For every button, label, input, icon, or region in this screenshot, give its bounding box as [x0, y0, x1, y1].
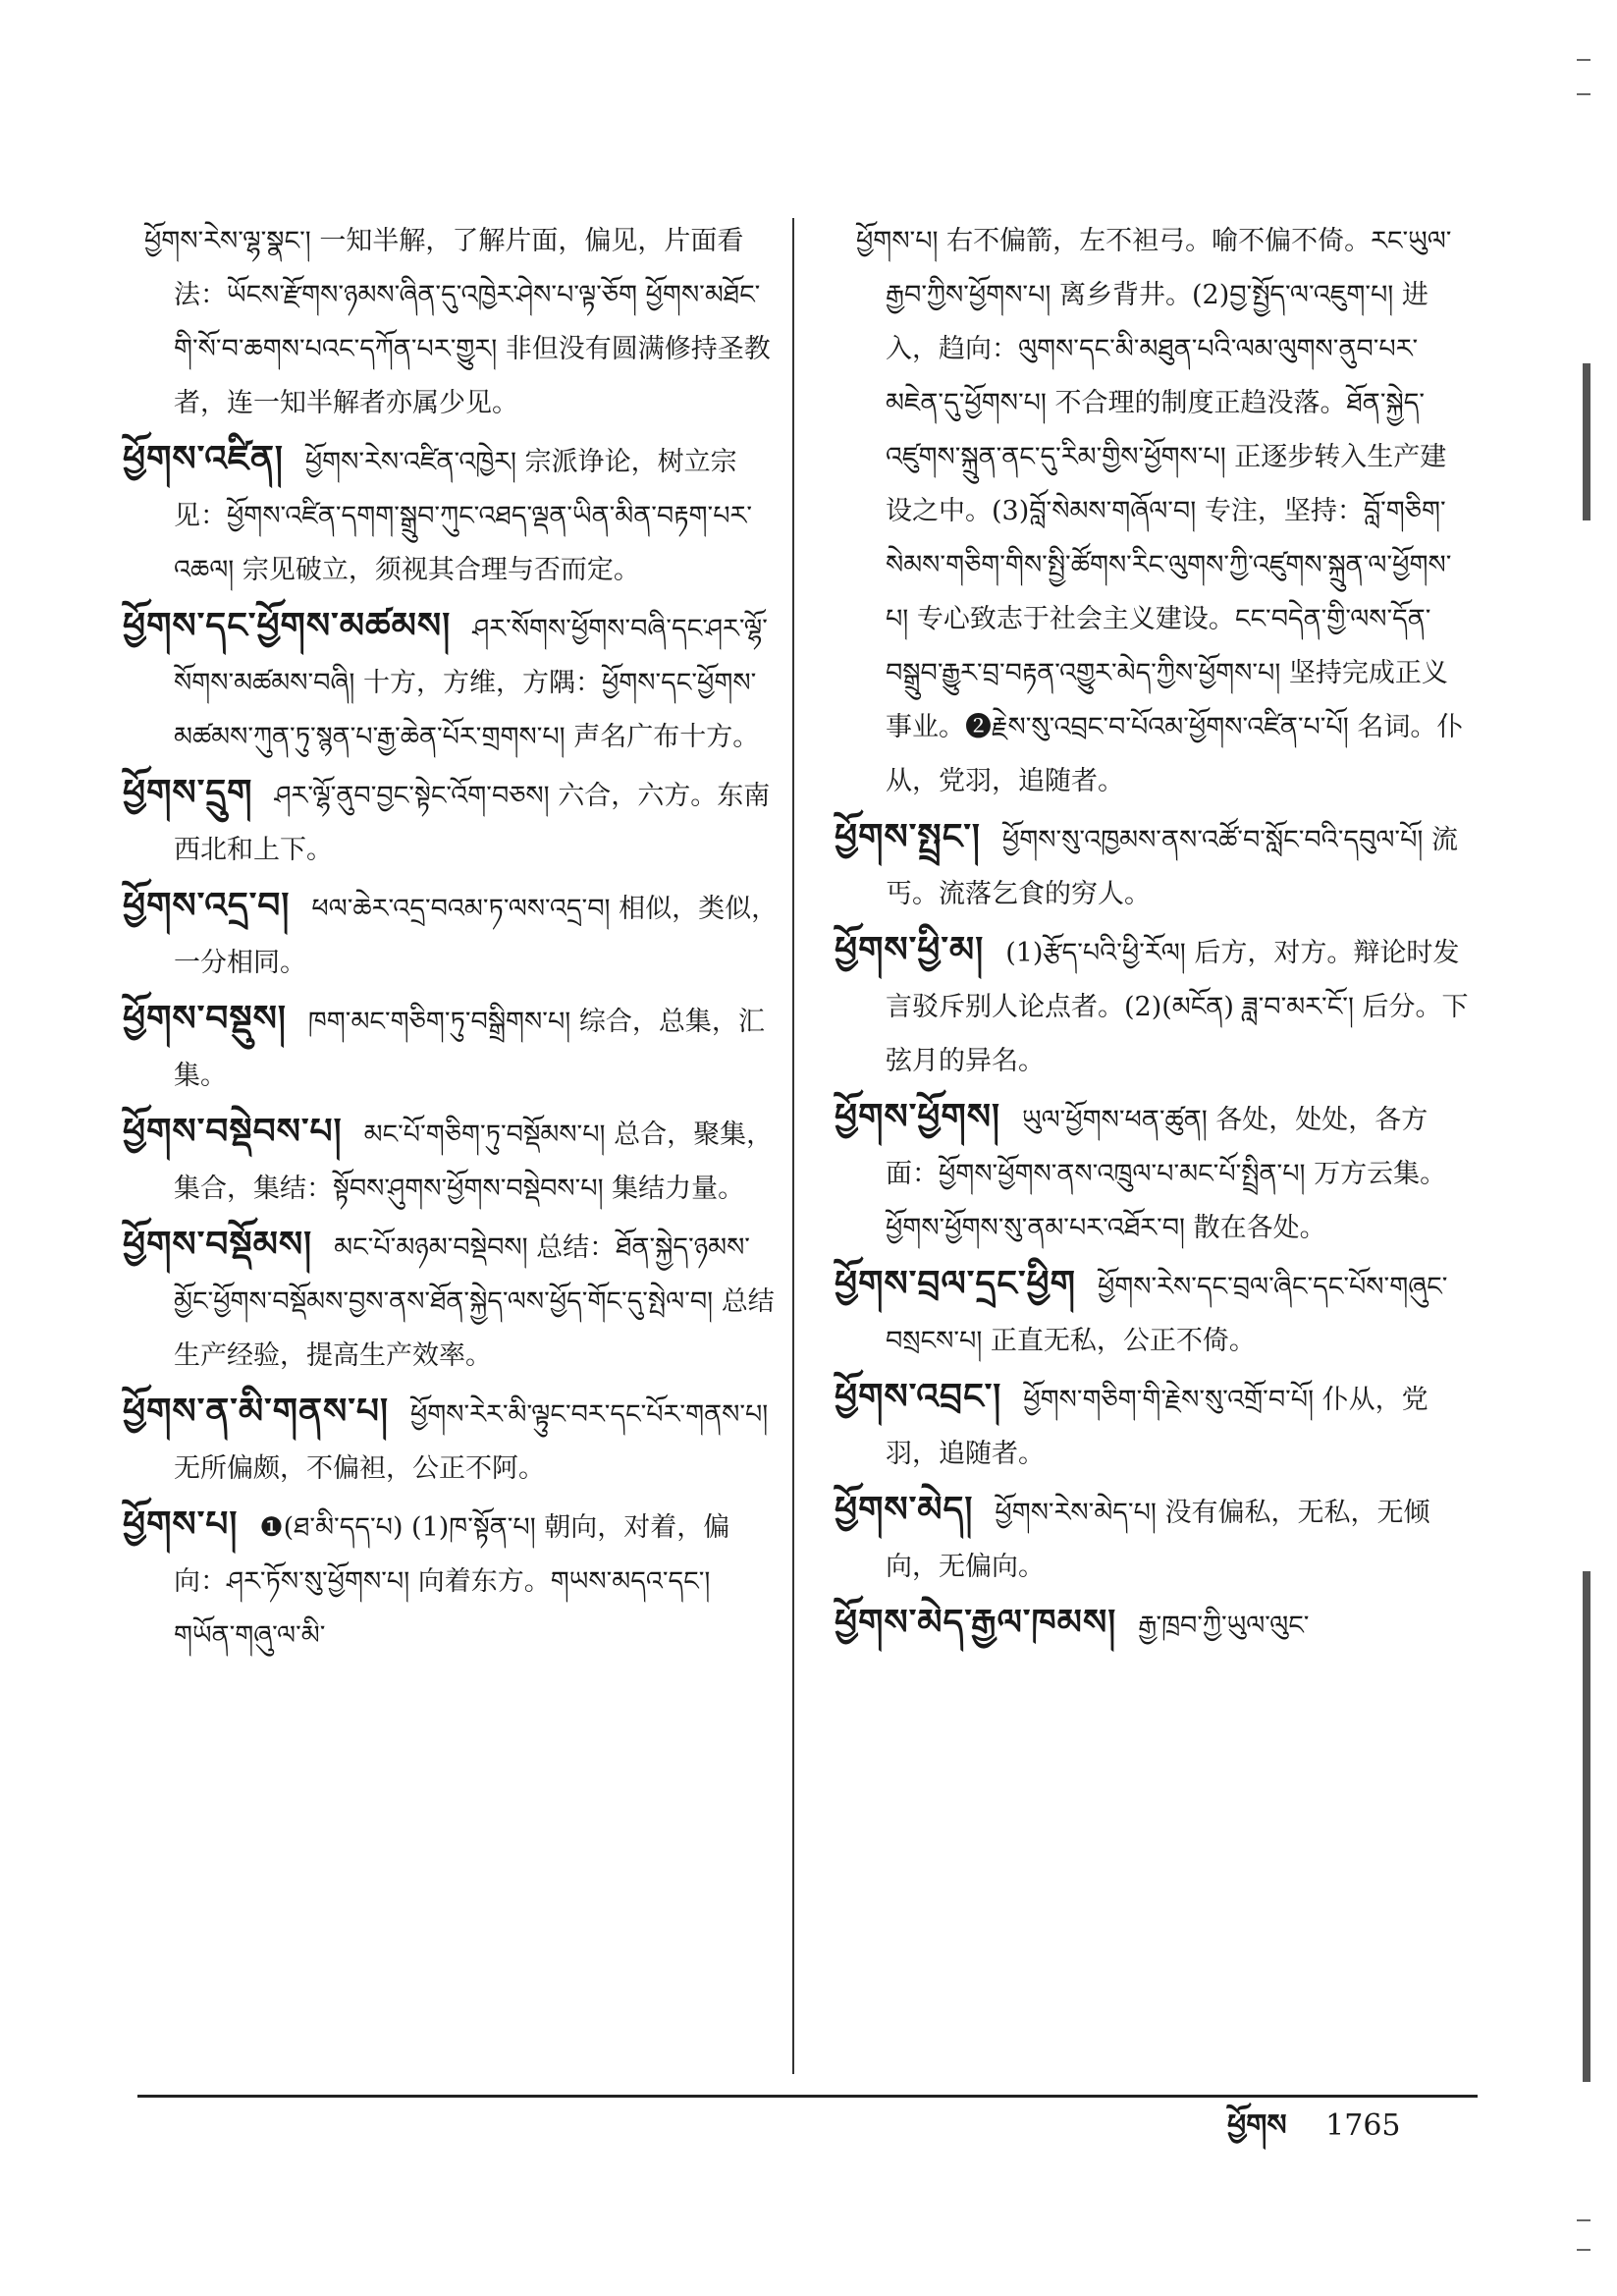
running-headword: ཕྱོགས — [1227, 2108, 1287, 2143]
entry-headword: ཕྱོགས་ཕྱི་མ། — [835, 929, 985, 970]
dictionary-entry — [835, 211, 1473, 808]
entry-headword: ཕྱོགས་བསྡེབས་པ། — [123, 1111, 343, 1152]
dictionary-entry — [123, 599, 779, 764]
entry-definition: ཕྱོགས་རེས་མེད་པ། 没有偏私，无私，无倾向，无偏向。 — [886, 1498, 1430, 1582]
entry-definition: ❶(ཐ་མི་དད་པ) (1)ཁ་སྟོན་པ། 朝向，对着，偏向：ཤར་ཏོས་སུ་ཕྱོགས་པ། 向着东方。གཡས་མདའ་དང་། གཡོན་གཞུ་ལ་མི་ — [174, 1512, 730, 1651]
entry-headword: ཕྱོགས་འདྲ་བ། — [123, 885, 291, 926]
dictionary-entry — [835, 810, 1473, 921]
dictionary-entry — [835, 923, 1473, 1088]
scan-edge-mark — [1577, 59, 1590, 61]
entry-definition: ཤར་ལྷོ་ནུབ་བྱང་སྟེང་འོག་བཅས། 六合，六方。东南西北和上下。 — [174, 781, 771, 865]
dictionary-entry — [835, 1370, 1473, 1481]
dictionary-entry — [123, 211, 779, 430]
dictionary-entry — [123, 1218, 779, 1383]
entry-definition: མང་པོ་མཉམ་བསྡེབས། 总结：ཐོན་སྐྱེད་ཉམས་མྱོང་ཕྱོགས་བསྡོམས་བྱས་ནས་ཐོན་སྐྱེད་ལས་ཕྱོད་གོང་དུ་སྤེལ་བ། 总结生产经验，提高生产效率。 — [174, 1232, 775, 1371]
entry-definition: ཕྱོགས་རེས་དང་བྲལ་ཞིང་དང་པོས་གཞུང་བསྲངས་པ། 正直无私，公正不倚。 — [886, 1272, 1448, 1356]
entry-headword: ཕྱོགས་དྲུག — [123, 772, 253, 813]
entry-definition: མང་པོ་གཅིག་ཏུ་བསྡོམས་པ། 总合，聚集，集合，集结：སྟོབས་ཤུགས་ཕྱོགས་བསྡེབས་པ། 集结力量。 — [174, 1120, 774, 1204]
column-divider — [792, 218, 794, 2074]
dictionary-entry — [835, 1257, 1473, 1368]
entry-headword: ཕྱོགས་བྲལ་དྲང་ཕྱིག — [835, 1263, 1076, 1304]
entry-definition: (1)རྩོད་པའི་ཕྱི་རོལ། 后方，对方。辩论时发言驳斥别人论点者。(2)(མངོན) ཟླ་བ་མར་ངོ་། 后分。下弦月的异名。 — [886, 938, 1469, 1076]
entry-headword: ཕྱོགས་བསྡུས། — [123, 998, 287, 1039]
entry-headword: ཕྱོགས་མེད་རྒྱལ་ཁམས། — [835, 1602, 1117, 1643]
entry-headword: ཕྱོགས་པ། — [123, 1503, 239, 1545]
dictionary-entry — [835, 1483, 1473, 1594]
footer-rule — [137, 2095, 1478, 2098]
entry-definition: ཕྱོགས་རེས་འཛིན་འཁྱེར། 宗派诤论，树立宗见：ཕྱོགས་འཛིན་དགག་སྒྲུབ་ཀུང་འཐད་ལྡན་ཡིན་མིན་བརྟག་པར་འཆལ། 宗见破立，须视其合理与否而定。 — [174, 447, 753, 585]
scan-edge-mark — [1577, 2249, 1590, 2251]
left-column — [123, 211, 779, 1665]
dictionary-entry — [123, 1385, 779, 1496]
entry-definition: ཤར་སོགས་ཕྱོགས་བཞི་དང་ཤར་ལྷོ་སོགས་མཚམས་བཞི། 十方，方维，方隅：ཕྱོགས་དང་ཕྱོགས་མཚམས་ཀུན་ཏུ་སྙན་པ་རྒྱ་ཆེན་པོར་གྲགས་པ། 声名广布十方。 — [174, 614, 768, 752]
dictionary-entry — [123, 432, 779, 597]
scan-edge-mark — [1577, 93, 1590, 95]
dictionary-entry — [123, 1105, 779, 1216]
dictionary-entry — [123, 879, 779, 990]
scan-edge-mark — [1577, 2219, 1590, 2221]
dictionary-entry — [123, 766, 779, 877]
page-footer — [1227, 2102, 1401, 2151]
dictionary-entry — [123, 992, 779, 1103]
entry-headword: ཕྱོགས་དང་ཕྱོགས་མཚམས། — [123, 605, 452, 646]
entry-headword: ཕྱོགས་འཛིན། — [123, 438, 284, 479]
entry-definition: རྒྱ་ཁྲབ་ཀྱི་ཡུལ་ལུང་ — [1138, 1611, 1310, 1641]
entry-definition: ཕྱོགས་པ། 右不偏箭，左不袒弓。喻不偏不倚。རང་ཡུལ་རྒྱབ་ཀྱིས་ཕྱོགས་པ། 离乡背井。(2)བྱ་སྤྱོད་ལ་འཇུག་པ། 进入，趋向：ལུགས་དང་མི་མཐུན་པའི་ལམ་ལུགས་ནུབ་པར་མཇེན་དུ་ཕྱོགས་པ། 不合理的制度正趋没落。ཐོན་སྐྱེད་འཛུགས་སྐྲུན་ནང་དུ་རིམ་གྱིས་ཕྱོགས་པ། 正逐步转入生产建设之中。(3)བློ་སེམས་གཞོལ་བ། 专注，坚持：བློ་གཅིག་སེམས་གཅིག་གིས་སྤྱི་ཚོགས་རིང་ལུགས་ཀྱི་འཛུགས་སྐྲུན་ལ་ཕྱོགས་པ། 专心致志于社会主义建设。ངང་བདེན་གྱི་ལས་དོན་བསྒྲུབ་རྒྱུར་བྲ་བརྟན་འགྱུར་མེད་ཀྱིས་ཕྱོགས་པ། 坚持完成正义事业。❷རྗེས་སུ་འབྲང་བ་པོའམ་ཕྱོགས་འཛིན་པ་པོ། 名词。仆从，党羽，追随者。 — [856, 226, 1464, 796]
right-column — [835, 211, 1473, 1655]
entry-headword: ཕྱོགས་ན་མི་གནས་པ། — [123, 1391, 389, 1432]
entry-headword: ཕྱོགས་ཕྱོགས། — [835, 1096, 1000, 1137]
dictionary-entry — [835, 1596, 1473, 1653]
entry-definition: ཕལ་ཆེར་འདྲ་བའམ་ཏ་ལས་འདྲ་བ། 相似，类似，一分相同。 — [174, 894, 779, 978]
scan-edge-mark — [1583, 363, 1590, 520]
entry-definition: ཕྱོགས་རེར་མི་ལྟུང་བར་དང་པོར་གནས་པ། 无所偏颇，不偏袒，公正不阿。 — [174, 1399, 769, 1484]
entry-headword: ཕྱོགས་འབྲང་། — [835, 1376, 1002, 1417]
entry-definition: ཕྱོགས་རེས་ལྷ་སྣང་། 一知半解，了解片面，偏见，片面看法：ཡོངས་རྫོགས་ཉམས་ཞིན་དུ་འཁྱེར་ཤེས་པ་ལྟ་ཅོག ཕྱོགས་མཐོང་གི་སོ་བ་ཆགས་པའང་དཀོན་པར་གྱུར། 非但没有圆满修持圣教者，连一知半解者亦属少见。 — [144, 226, 771, 418]
page-number: 1765 — [1325, 2108, 1401, 2143]
entry-definition: ཕྱོགས་གཅིག་གི་རྗེས་སུ་འགྲོ་བ་པོ། 仆从，党羽，追随者。 — [886, 1385, 1428, 1469]
entry-definition: ཕྱོགས་སུ་འཁྱམས་ནས་འཚོ་བ་སློང་བའི་དབུལ་པོ། 流丐。流落乞食的穷人。 — [886, 825, 1458, 909]
entry-headword: ཕྱོགས་མེད། — [835, 1489, 974, 1530]
dictionary-entry — [835, 1090, 1473, 1255]
entry-headword: ཕྱོགས་བསྡོམས། — [123, 1224, 313, 1265]
dictionary-entry — [123, 1498, 779, 1663]
entry-definition: ཡུལ་ཕྱོགས་ཕན་ཚུན། 各处，处处，各方面：ཕྱོགས་ཕྱོགས་ནས་འཁྲུལ་པ་མང་པོ་སྤྲིན་པ། 万方云集。ཕྱོགས་ཕྱོགས་སུ་ནམ་པར་འཐོར་བ། 散在各处。 — [886, 1105, 1447, 1243]
entry-definition: ཁག་མང་གཅིག་ཏུ་བསྒྲིགས་པ། 综合，总集，汇集。 — [174, 1007, 765, 1091]
entry-headword: ཕྱོགས་སྤྲང་། — [835, 816, 981, 857]
scan-edge-mark — [1583, 1571, 1590, 2082]
